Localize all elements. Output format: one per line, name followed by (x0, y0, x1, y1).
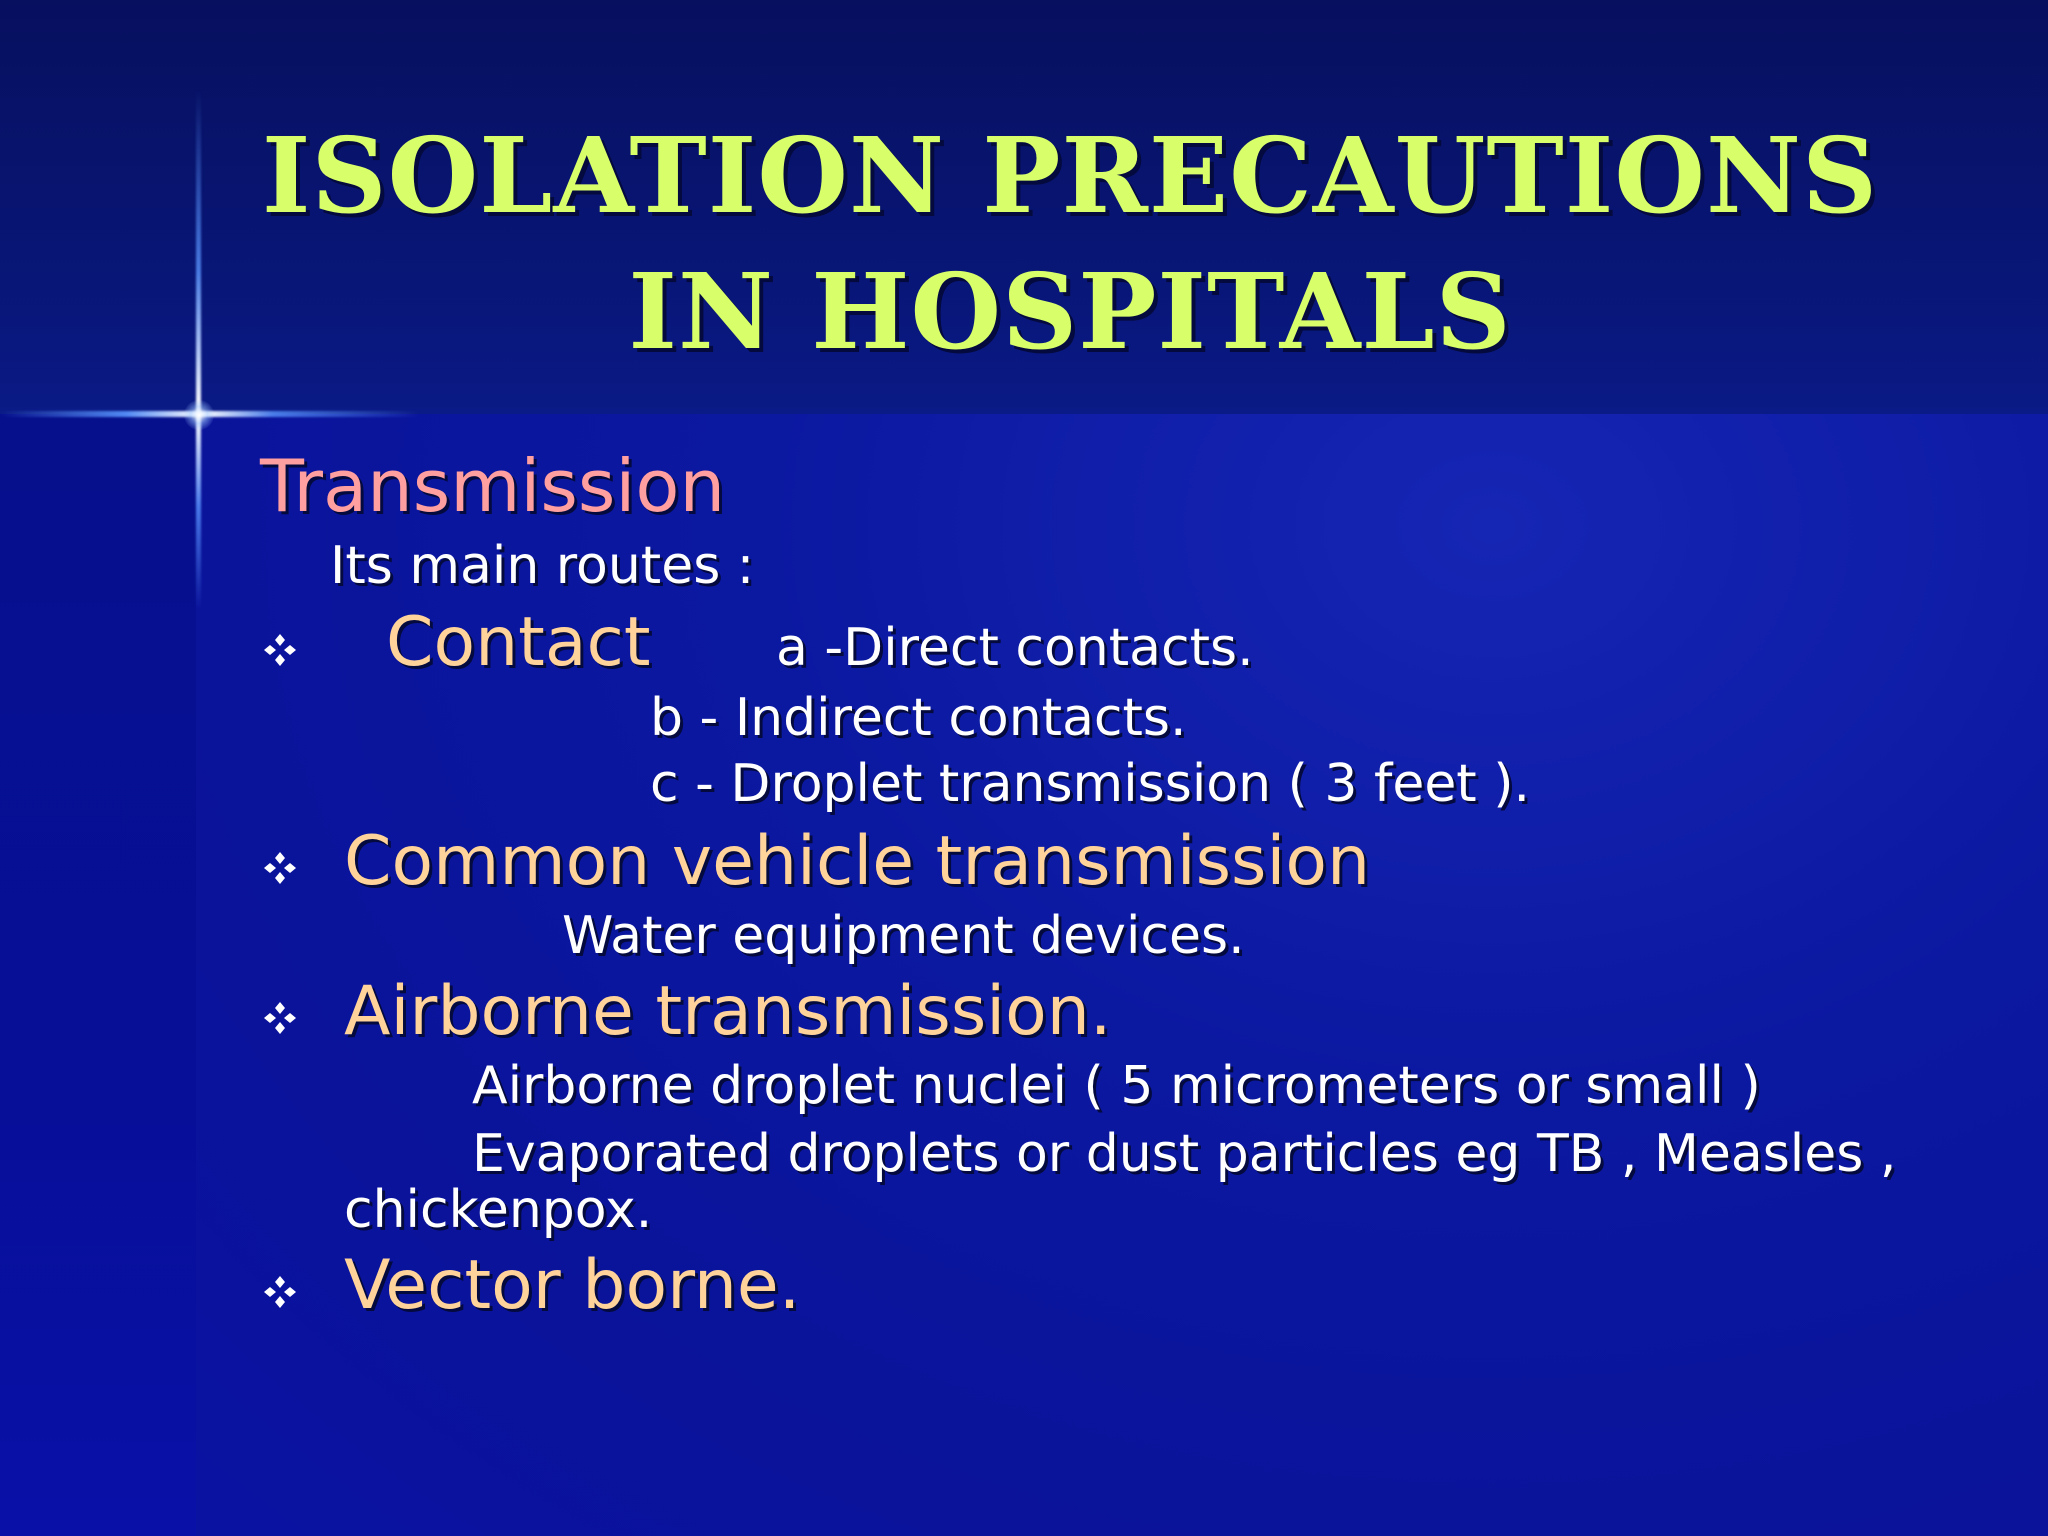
bullet-label-vector-borne: Vector borne. (344, 1246, 801, 1325)
sparkle-vertical-decoration (196, 90, 201, 610)
detail-direct-contacts: a -Direct contacts. (776, 618, 1254, 678)
section-heading: Transmission (260, 444, 726, 528)
detail-indirect-contacts: b - Indirect contacts. (650, 688, 1187, 748)
detail-droplet-nuclei: Airborne droplet nuclei ( 5 micrometers or small ) (472, 1056, 1761, 1116)
detail-droplet-transmission: c - Droplet transmission ( 3 feet ). (650, 754, 1531, 814)
detail-chickenpox: chickenpox. (344, 1180, 653, 1240)
title-line-1: ISOLATION PRECAUTIONS (261, 114, 1879, 237)
left-strip (0, 414, 196, 1536)
sparkle-star-icon (184, 400, 214, 430)
diamond-four-bullet-icon (262, 1274, 298, 1310)
slide-title (250, 108, 1890, 380)
bullet-label-common-vehicle: Common vehicle transmission (344, 822, 1371, 901)
diamond-four-bullet-icon (262, 632, 298, 668)
bullet-label-contact: Contact (386, 603, 651, 682)
diamond-four-bullet-icon (262, 850, 298, 886)
bullet-label-airborne: Airborne transmission. (344, 972, 1112, 1051)
intro-text: Its main routes : (330, 536, 755, 596)
title-line-2: IN HOSPITALS (628, 250, 1512, 373)
diamond-four-bullet-icon (262, 1000, 298, 1036)
detail-evaporated-droplets: Evaporated droplets or dust particles eg TB , Measles , (472, 1124, 1897, 1184)
detail-water-equipment: Water equipment devices. (562, 906, 1245, 966)
